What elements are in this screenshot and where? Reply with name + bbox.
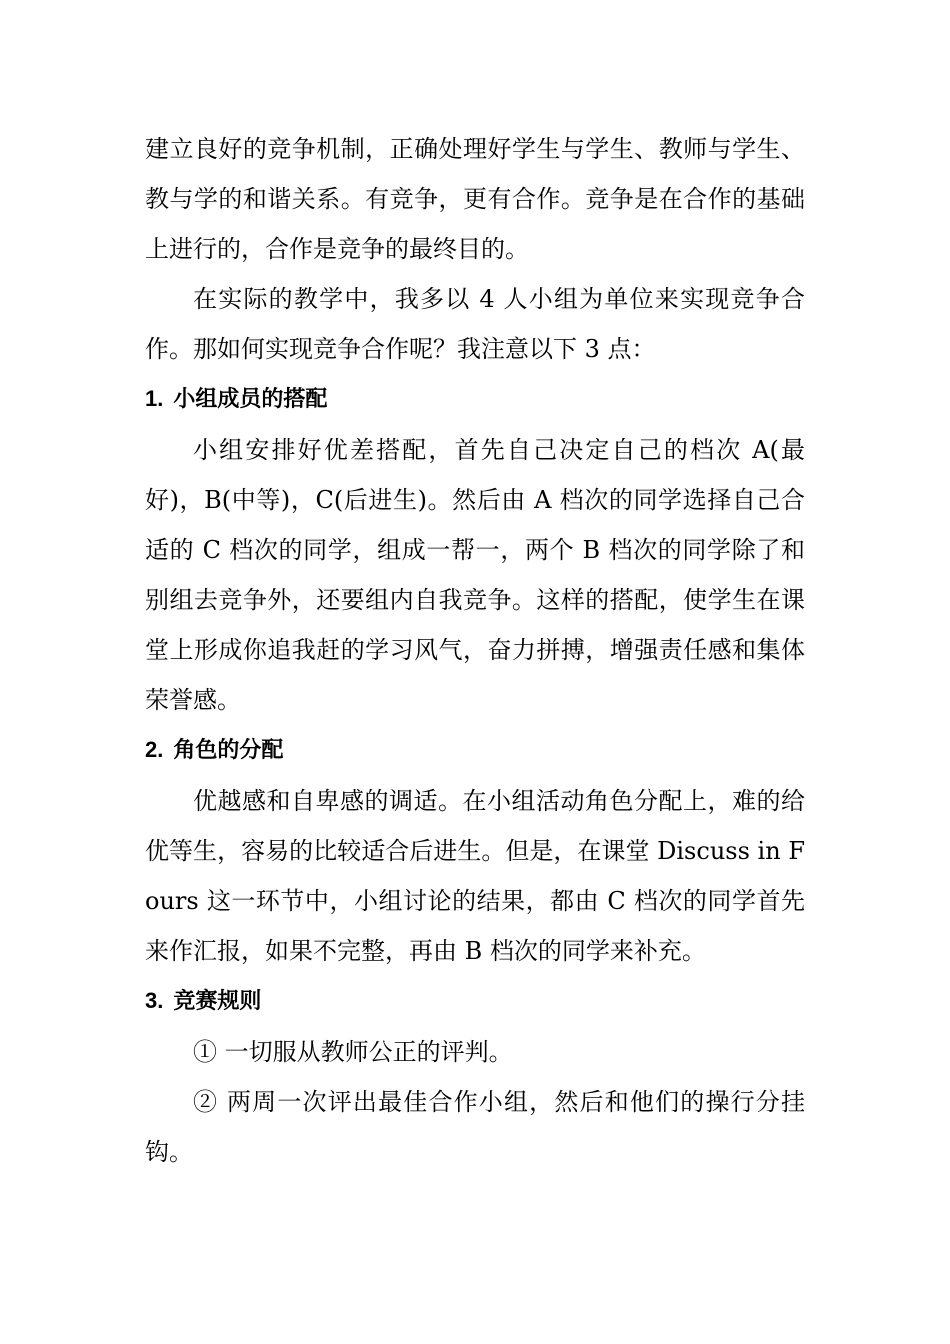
section-number: 1. — [145, 386, 164, 411]
paragraph-group-members: 小组安排好优差搭配，首先自己决定自己的档次 A(最好)，B(中等)，C(后进生)。然后由 A 档次的同学选择自己合适的 C 档次的同学，组成一帮一，两个 B 档次的同学除了和别组去竞争外，还要组内自我竞争。这样的搭配，使学生在课堂上形成你追我赶的学习风气，奋力拼搏，增强责任感和集体荣誉感。 — [145, 436, 805, 714]
paragraph-group-practice: 在实际的教学中，我多以 4 人小组为单位来实现竞争合作。那如何实现竞争合作呢？我注意以下 3 点： — [145, 285, 805, 363]
rule-item-1: ① 一切服从教师公正的评判。 — [193, 1038, 513, 1066]
section-number: 3. — [145, 988, 164, 1013]
section-heading-competition-rules — [145, 976, 805, 1027]
rule-item-2: ② 两周一次评出最佳合作小组，然后和他们的操行分挂钩。 — [145, 1088, 805, 1166]
section-title: 角色的分配 — [173, 738, 284, 763]
section-title: 竞赛规则 — [173, 989, 262, 1014]
section-heading-group-members — [145, 374, 805, 425]
document-body — [145, 124, 805, 1177]
paragraph-competition-mechanism: 建立良好的竞争机制，正确处理好学生与学生、教师与学生、教与学的和谐关系。有竞争，更有合作。竞争是在合作的基础上进行的，合作是竞争的最终目的。 — [145, 135, 805, 263]
section-heading-role-assignment — [145, 725, 805, 776]
paragraph-role-assignment: 优越感和自卑感的调适。在小组活动角色分配上，难的给优等生，容易的比较适合后进生。但是，在课堂 Discuss in Fours 这一环节中，小组讨论的结果，都由 C 档次的同学首先来作汇报，如果不完整，再由 B 档次的同学来补充。 — [145, 787, 805, 965]
section-number: 2. — [145, 737, 164, 762]
section-title: 小组成员的搭配 — [173, 387, 328, 412]
